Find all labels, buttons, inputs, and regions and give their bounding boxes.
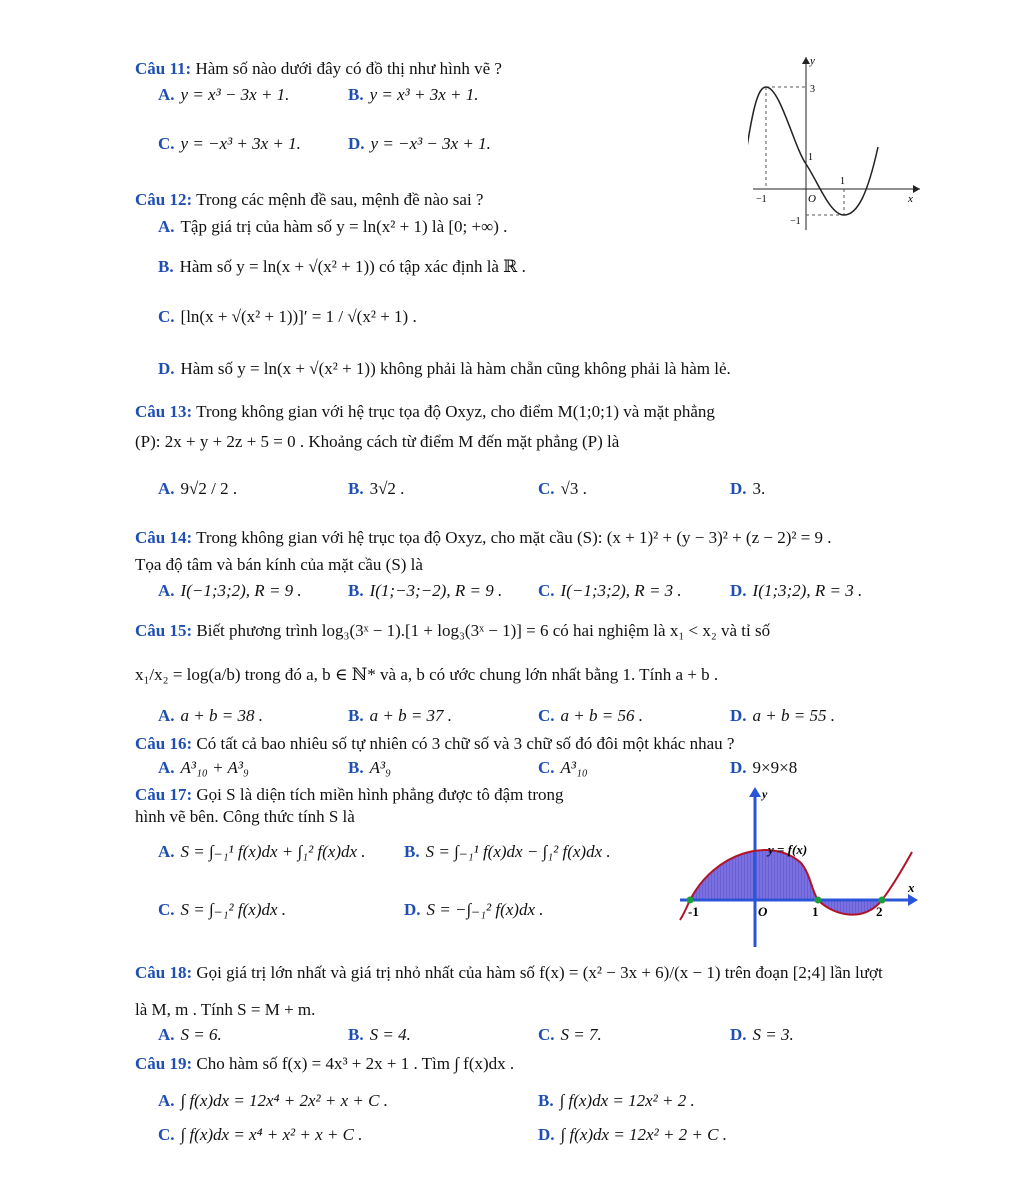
y-axis-arrow (749, 787, 761, 797)
option-c[interactable] (158, 133, 301, 155)
option-label: C. (538, 479, 555, 498)
option-text: Hàm số y = ln(x + √(x² + 1)) có tập xác định là ℝ . (179, 257, 526, 276)
option-label: A. (158, 1025, 175, 1044)
option-d[interactable] (158, 358, 731, 380)
question-15-line-2: x₁/x₂ = log(a/b) trong đó a, b ∈ ℕ* và a, b có ước chung lớn nhất bằng 1. Tính a + b . (135, 665, 719, 684)
question-13-line-2: (P): 2x + y + 2z + 5 = 0 . Khoảng cách từ điểm M đến mặt phẳng (P) là (135, 432, 620, 451)
option-a[interactable] (158, 216, 507, 238)
option-label: D. (730, 479, 747, 498)
question-text: Gọi S là diện tích miền hình phẳng được tô đậm trong (196, 785, 564, 804)
option-label: A. (158, 706, 175, 725)
option-d[interactable] (730, 580, 862, 602)
option-c[interactable] (538, 757, 588, 779)
x-axis-label: x (908, 193, 913, 205)
option-c[interactable] (158, 306, 417, 328)
x-axis-label: x (908, 880, 915, 895)
question-number: Câu 12: (135, 190, 193, 209)
question-number: Câu 11: (135, 59, 192, 78)
option-text: I(1;3;2), R = 3 . (752, 581, 863, 600)
question-text: Trong các mệnh đề sau, mệnh đề nào sai ? (196, 190, 484, 209)
option-label: B. (348, 1025, 364, 1044)
option-d[interactable] (404, 899, 544, 921)
option-label: A. (158, 85, 175, 104)
option-d[interactable] (348, 133, 491, 155)
option-text: S = 4. (369, 1025, 411, 1044)
option-c[interactable] (538, 1024, 602, 1046)
option-b[interactable] (538, 1090, 695, 1112)
option-a[interactable] (158, 478, 237, 500)
option-label: B. (348, 706, 364, 725)
option-d[interactable] (730, 757, 797, 779)
option-d[interactable] (538, 1124, 727, 1146)
option-text: ∫ f(x)dx = 12x⁴ + 2x² + x + C . (180, 1091, 388, 1110)
option-text: a + b = 55 . (752, 706, 835, 725)
option-d[interactable] (730, 1024, 794, 1046)
option-text: 3√2 . (369, 479, 405, 498)
question-13 (135, 401, 928, 423)
option-label: A. (158, 758, 175, 777)
option-text: S = ∫₋₁¹ f(x)dx − ∫₁² f(x)dx . (425, 842, 611, 861)
option-d[interactable] (730, 478, 765, 500)
option-c[interactable] (158, 1124, 362, 1146)
option-label: D. (158, 359, 175, 378)
origin-label: O (758, 904, 768, 919)
tick-1-x: 1 (840, 176, 845, 187)
question-19 (135, 1053, 928, 1075)
option-label: C. (538, 758, 555, 777)
tick-3: 3 (810, 84, 815, 95)
x-axis-arrow (908, 894, 918, 906)
question-15 (135, 620, 928, 642)
option-a[interactable] (158, 1024, 222, 1046)
question-number: Câu 19: (135, 1054, 193, 1073)
option-a[interactable] (158, 757, 249, 779)
option-label: A. (158, 842, 175, 861)
option-text: a + b = 38 . (180, 706, 263, 725)
option-text: 3. (752, 479, 766, 498)
tick-1: 1 (808, 152, 813, 163)
option-label: B. (348, 85, 364, 104)
option-label: C. (538, 1025, 555, 1044)
option-label: A. (158, 217, 175, 236)
option-label: C. (158, 307, 175, 326)
option-text: S = 3. (752, 1025, 794, 1044)
option-label: D. (538, 1125, 555, 1144)
option-label: A. (158, 581, 175, 600)
option-b[interactable] (348, 1024, 411, 1046)
root-point-2 (879, 897, 886, 904)
question-number: Câu 14: (135, 528, 193, 547)
option-text: 9×9×8 (752, 758, 798, 777)
question-number: Câu 15: (135, 621, 193, 640)
tick-2: 2 (876, 904, 883, 919)
option-text: y = −x³ + 3x + 1. (180, 134, 301, 153)
option-text: I(1;−3;−2), R = 9 . (369, 581, 503, 600)
option-label: D. (348, 134, 365, 153)
question-number: Câu 13: (135, 402, 193, 421)
option-b[interactable] (348, 705, 452, 727)
option-text: [ln(x + √(x² + 1))]′ = 1 / √(x² + 1) . (180, 307, 417, 326)
root-point-1 (815, 897, 822, 904)
question-text: Trong không gian với hệ trục tọa độ Oxyz, cho điểm M(1;0;1) và mặt phẳng (196, 402, 715, 421)
option-label: B. (158, 257, 174, 276)
option-a[interactable] (158, 1090, 388, 1112)
option-a[interactable] (158, 580, 302, 602)
question-14-line-2: Tọa độ tâm và bán kính của mặt cầu (S) là (135, 555, 423, 574)
question-18 (135, 962, 928, 984)
option-text: ∫ f(x)dx = 12x² + 2 . (559, 1091, 695, 1110)
option-c[interactable] (538, 478, 587, 500)
option-c[interactable] (538, 580, 682, 602)
option-text: Hàm số y = ln(x + √(x² + 1)) không phải là hàm chẵn cũng không phải là hàm lẻ. (180, 359, 731, 378)
question-18-line-2: là M, m . Tính S = M + m. (135, 1000, 316, 1019)
option-text: a + b = 37 . (369, 706, 453, 725)
question-14 (135, 527, 928, 549)
question-text: Biết phương trình log₃(3ˣ − 1).[1 + log₃(3ˣ − 1)] = 6 có hai nghiệm là x₁ < x₂ và tỉ số (196, 621, 771, 640)
option-label: B. (348, 581, 364, 600)
question-16 (135, 733, 928, 755)
option-text: y = x³ − 3x + 1. (180, 85, 290, 104)
option-b[interactable] (348, 478, 404, 500)
y-axis-label: y (810, 55, 815, 67)
option-label: D. (730, 706, 747, 725)
area-graph-figure (660, 782, 925, 952)
option-label: A. (158, 479, 175, 498)
option-label: B. (348, 479, 364, 498)
option-text: ∫ f(x)dx = x⁴ + x² + x + C . (180, 1125, 363, 1144)
option-label: B. (538, 1091, 554, 1110)
option-label: C. (538, 581, 555, 600)
option-d[interactable] (730, 705, 835, 727)
option-label: A. (158, 1091, 175, 1110)
question-17 (135, 784, 654, 806)
option-text: A³₁₀ + A³₉ (180, 758, 249, 777)
option-text: √3 . (560, 479, 587, 498)
option-c[interactable] (538, 705, 643, 727)
question-text: Có tất cả bao nhiêu số tự nhiên có 3 chữ số và 3 chữ số đó đôi một khác nhau ? (196, 734, 735, 753)
option-label: D. (730, 581, 747, 600)
option-text: I(−1;3;2), R = 3 . (560, 581, 682, 600)
option-label: B. (404, 842, 420, 861)
option-label: C. (158, 134, 175, 153)
question-number: Câu 16: (135, 734, 193, 753)
option-text: S = −∫₋₁² f(x)dx . (426, 900, 544, 919)
y-axis-label: y (762, 787, 768, 801)
option-label: C. (158, 900, 175, 919)
option-b[interactable] (158, 256, 526, 278)
tick-1: 1 (812, 904, 819, 919)
question-12 (135, 189, 928, 211)
option-text: y = −x³ − 3x + 1. (370, 134, 491, 153)
option-b[interactable] (404, 841, 611, 863)
origin-label: O (808, 193, 816, 205)
option-text: I(−1;3;2), R = 9 . (180, 581, 302, 600)
question-text: Cho hàm số f(x) = 4x³ + 2x + 1 . Tìm ∫ f(x)dx . (196, 1054, 515, 1073)
question-text: Hàm số nào dưới đây có đồ thị như hình vẽ ? (195, 59, 502, 78)
option-text: ∫ f(x)dx = 12x² + 2 + C . (560, 1125, 727, 1144)
tick-neg1-y: −1 (790, 216, 801, 227)
tick-neg1-x: −1 (756, 194, 767, 205)
option-text: A³₁₀ (560, 758, 588, 777)
option-label: D. (404, 900, 421, 919)
option-text: A³₉ (369, 758, 391, 777)
option-text: Tập giá trị của hàm số y = ln(x² + 1) là [0; +∞) . (180, 217, 508, 236)
option-a[interactable] (158, 84, 289, 106)
option-text: a + b = 56 . (560, 706, 643, 725)
option-label: B. (348, 758, 364, 777)
option-c[interactable] (158, 899, 286, 921)
question-number: Câu 18: (135, 963, 193, 982)
option-text: S = 7. (560, 1025, 602, 1044)
option-b[interactable] (348, 580, 502, 602)
question-text: Gọi giá trị lớn nhất và giá trị nhỏ nhất của hàm số f(x) = (x² − 3x + 6)/(x − 1) trên đoạn [2;4] lần lượt (196, 963, 883, 982)
option-label: C. (158, 1125, 175, 1144)
option-b[interactable] (348, 757, 391, 779)
option-a[interactable] (158, 705, 263, 727)
y-axis-arrow (802, 57, 810, 64)
question-text: Trong không gian với hệ trục tọa độ Oxyz, cho mặt cầu (S): (x + 1)² + (y − 3)² + (z − 2)² = 9 . (196, 528, 832, 547)
option-text: S = ∫₋₁² f(x)dx . (180, 900, 287, 919)
option-text: y = x³ + 3x + 1. (369, 85, 479, 104)
tick-neg1: -1 (688, 904, 699, 919)
option-a[interactable] (158, 841, 366, 863)
question-17-line-2: hình vẽ bên. Công thức tính S là (135, 807, 355, 826)
root-point-neg1 (687, 897, 694, 904)
function-label: y = f(x) (768, 842, 808, 857)
option-text: S = 6. (180, 1025, 222, 1044)
option-b[interactable] (348, 84, 479, 106)
option-label: C. (538, 706, 555, 725)
option-label: D. (730, 1025, 747, 1044)
option-text: S = ∫₋₁¹ f(x)dx + ∫₁² f(x)dx . (180, 842, 366, 861)
option-text: 9√2 / 2 . (180, 479, 238, 498)
question-number: Câu 17: (135, 785, 193, 804)
option-label: D. (730, 758, 747, 777)
